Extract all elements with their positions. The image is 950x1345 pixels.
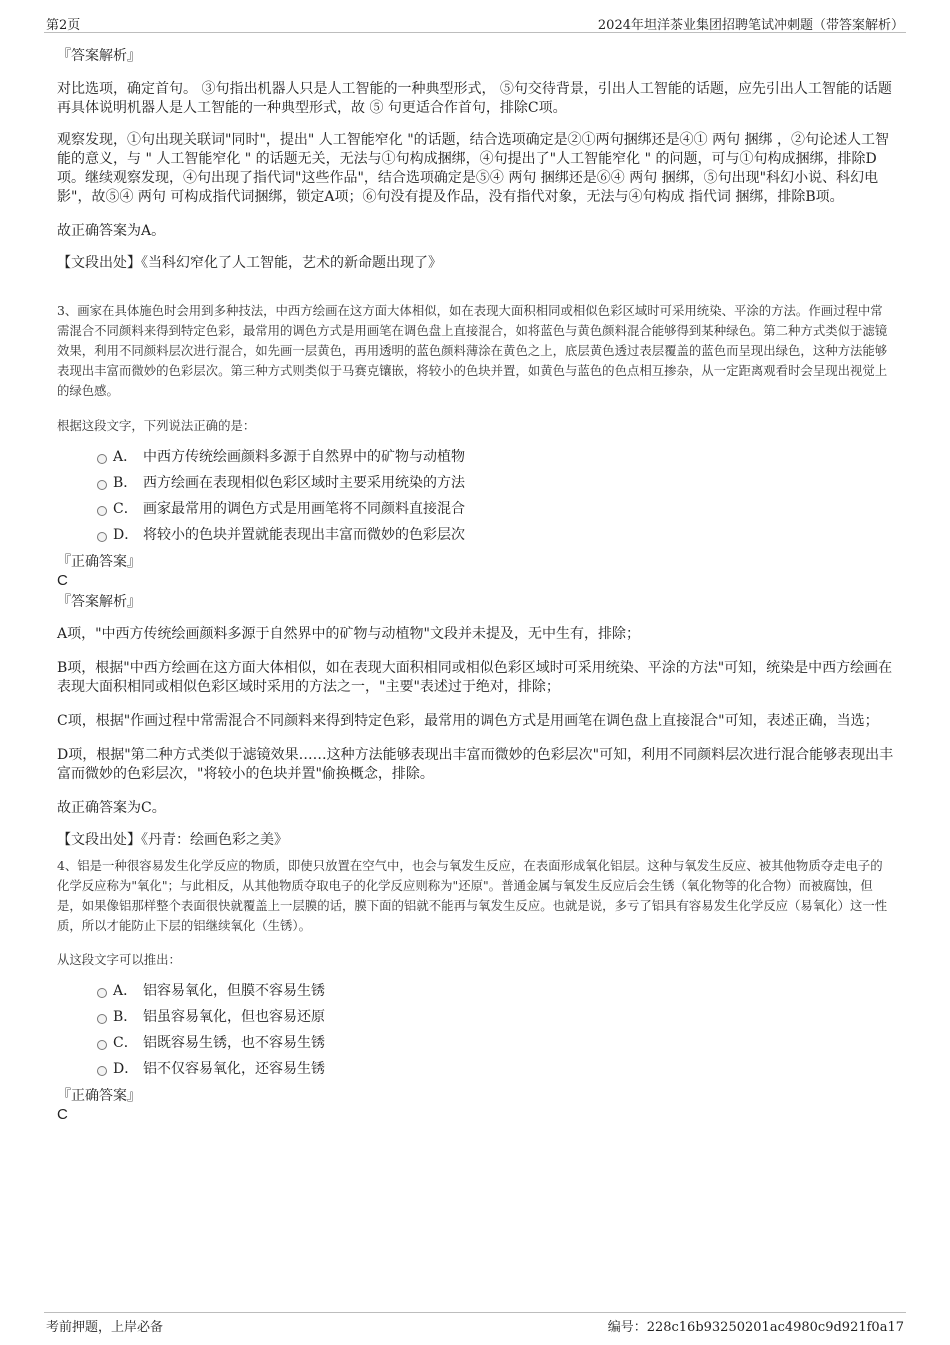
radio-icon[interactable] [97,532,107,542]
option-letter: D． [113,1061,139,1077]
conclusion: 故正确答案为C。 [57,800,166,816]
footer-slogan: 考前押题，上岸必备 [46,1320,164,1335]
page-content [57,46,895,1124]
source-citation: 【文段出处】《当科幻窄化了人工智能，艺术的新命题出现了》 [57,255,442,271]
options-list [57,980,895,1084]
radio-icon[interactable] [97,1014,107,1024]
option-letter: B． [113,1009,138,1025]
correct-answer: C [57,1106,68,1123]
analysis-label: 『答案解析』 [57,48,141,64]
option-letter: B． [113,475,138,491]
option-letter: C． [113,501,138,517]
option-text: 铝既容易生锈，也不容易生锈 [143,1035,325,1051]
option-letter: A． [113,983,138,999]
option-b[interactable] [57,472,895,498]
option-a[interactable] [57,446,895,472]
analysis-paragraph: 对比选项，确定首句。 ③句指出机器人只是人工智能的一种典型形式， ⑤句交待背景，引出人工智能的话题，应先引出人工智能的话题再具体说明机器人是人工智能的一种典型形式，故 ⑤ 句更适合作首句，排除C项。 [57,81,892,116]
analysis-paragraph: B项，根据"中西方绘画在这方面大体相似，如在表现大面积相同或相似色彩区域时可采用统染、平涂的方法"可知，统染是中西方绘画在表现大面积相同或相似色彩区域时采用的方法之一，"主要"表述过于绝对，排除； [57,660,893,695]
question-text: 4、铝是一种很容易发生化学反应的物质，即使只放置在空气中，也会与氧发生反应，在表面形成氧化铝层。这种与氧发生反应、被其他物质夺走电子的化学反应称为"氧化"；与此相反，从其他物质夺取电子的化学反应则称为"还原"。普通金属与氧发生反应后会生锈（氧化物等的化合物）而被腐蚀，但是，如果像铝那样整个表面很快就覆盖上一层膜的话，膜下面的铝就不能再与氧发生反应。也就是说，多亏了铝具有容易发生化学反应（易氧化）这一性质，所以才能防止下层的铝继续氧化（生锈）。 [57,858,888,933]
option-d[interactable] [57,524,895,550]
options-list [57,446,895,550]
correct-answer: C [57,572,68,589]
page-footer [44,1312,906,1337]
radio-icon[interactable] [97,1066,107,1076]
option-text: 铝虽容易氧化，但也容易还原 [143,1009,325,1025]
analysis-label: 『答案解析』 [57,594,141,610]
source-citation: 【文段出处】《丹青：绘画色彩之美》 [57,832,288,848]
document-id: 编号：228c16b93250201ac4980c9d921f0a17 [607,1320,904,1335]
analysis-paragraph: D项，根据"第二种方式类似于滤镜效果……这种方法能够表现出丰富而微妙的色彩层次"可知，利用不同颜料层次进行混合能够表现出丰富而微妙的色彩层次，"将较小的色块并置"偷换概念，排除。 [57,747,894,782]
conclusion: 故正确答案为A。 [57,223,166,239]
question-prompt: 根据这段文字，下列说法正确的是： [57,418,256,433]
document-title: 2024年坦洋茶业集团招聘笔试冲刺题（带答案解析） [597,18,904,33]
page-number: 第2页 [46,18,81,33]
option-c[interactable] [57,498,895,524]
option-text: 画家最常用的调色方式是用画笔将不同颜料直接混合 [143,501,465,517]
analysis-paragraph: A项，"中西方传统绘画颜料多源于自然界中的矿物与动植物"文段并未提及，无中生有，排除； [57,626,640,642]
radio-icon[interactable] [97,480,107,490]
page-header [44,12,906,33]
option-d[interactable] [57,1058,895,1084]
option-letter: A． [113,449,138,465]
radio-icon[interactable] [97,454,107,464]
radio-icon[interactable] [97,988,107,998]
question-text: 3、画家在具体施色时会用到多种技法，中西方绘画在这方面大体相似，如在表现大面积相同或相似色彩区域时可采用统染、平涂的方法。作画过程中常需混合不同颜料来得到特定色彩，最常用的调色方式是用画笔在调色盘上直接混合，如将蓝色与黄色颜料混合能够得到某种绿色。第二种方式类似于滤镜效果，利用不同颜料层次进行混合，如先画一层黄色，再用透明的蓝色颜料薄涂在黄色之上，底层黄色透过表层覆盖的蓝色而呈现出绿色，这种方法能够表现出丰富而微妙的色彩层次。第三种方式则类似于马赛克镶嵌，将较小的色块并置，如黄色与蓝色的色点相互掺杂，从一定距离观看时会呈现出视觉上的绿色感。 [57,303,888,398]
option-c[interactable] [57,1032,895,1058]
option-letter: C． [113,1035,138,1051]
option-letter: D． [113,527,139,543]
analysis-paragraph: C项，根据"作画过程中常需混合不同颜料来得到特定色彩，最常用的调色方式是用画笔在调色盘上直接混合"可知，表述正确，当选； [57,713,879,729]
option-b[interactable] [57,1006,895,1032]
correct-answer-label: 『正确答案』 [57,554,141,570]
analysis-paragraph: 观察发现，①句出现关联词"同时"，提出" 人工智能窄化 "的话题，结合选项确定是②①两句捆绑还是④① 两句 捆绑 ，②句论述人工智能的意义，与 " 人工智能窄化 " 的话题无关，无法与①句构成捆绑，④句提出了"人工智能窄化 " 的问题，可与①句构成捆绑，排除D项。继续观察发现，④句出现了指代词"这些作品"，结合选项确定是⑤④ 两句 捆绑还是⑥④ 两句 捆绑，⑤句出现"科幻小说、科幻电影"，故⑤④ 两句 可构成指代词捆绑，锁定A项；⑥句没有提及作品，没有指代对象，无法与④句构成 指代词 捆绑，排除B项。 [57,132,890,205]
option-a[interactable] [57,980,895,1006]
option-text: 中西方传统绘画颜料多源于自然界中的矿物与动植物 [143,449,465,465]
option-text: 铝不仅容易氧化，还容易生锈 [143,1061,325,1077]
radio-icon[interactable] [97,506,107,516]
question-prompt: 从这段文字可以推出： [57,952,181,967]
option-text: 铝容易氧化，但膜不容易生锈 [143,983,325,999]
correct-answer-label: 『正确答案』 [57,1088,141,1104]
radio-icon[interactable] [97,1040,107,1050]
option-text: 西方绘画在表现相似色彩区域时主要采用统染的方法 [143,475,465,491]
option-text: 将较小的色块并置就能表现出丰富而微妙的色彩层次 [143,527,465,543]
